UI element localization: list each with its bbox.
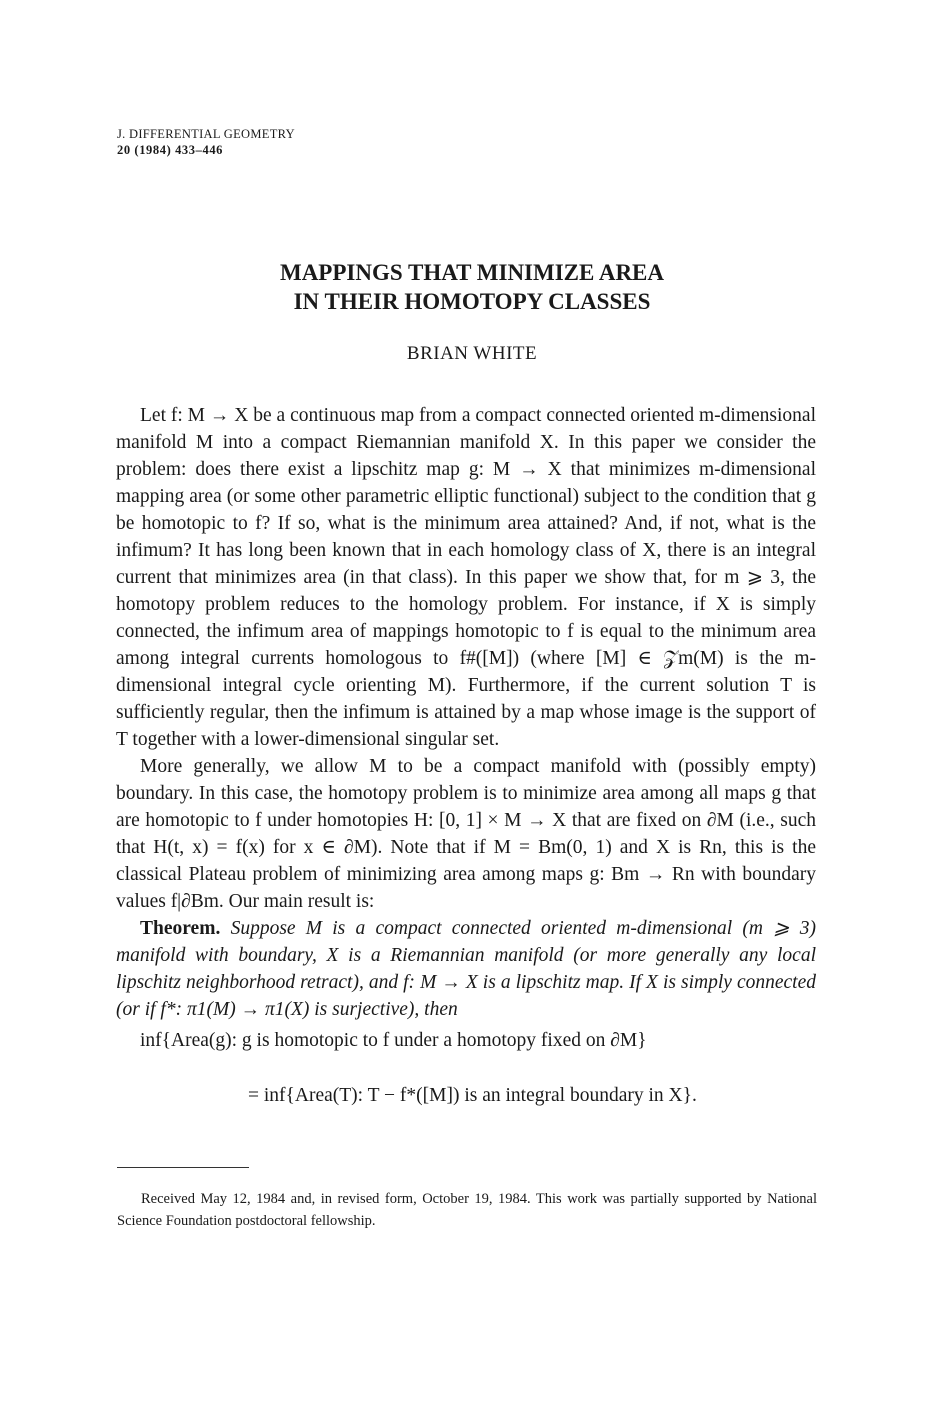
journal-name: J. DIFFERENTIAL GEOMETRY (117, 127, 295, 141)
author-name: BRIAN WHITE (406, 343, 538, 364)
formula-line-2: = inf{Area(T): T − f*([M]) is an integral boundary in X}. (248, 1085, 697, 1106)
paragraph-1: Let f: M → X be a continuous map from a compact connected oriented m-dimensional manifold M into a compact Riemannian manifold X. In this paper we consider the problem: does there exist a lipschitz map g: M → X that minimizes m-dimensional mapping area (or some other parametric elliptic functional) subject to the condition that g be homotopic to f? If so, what is the minimum area attained? And, if not, what is the infimum? It has long been known that in each homology class of X, there is an integral current that minimizes area (in that class). In this paper we show that, for m ⩾ 3, the homotopy problem reduces to the homology problem. For instance, if X is simply connected, the infimum area of mappings homotopic to f is equal to the minimum area among integral currents homologous to f#([M]) (where [M] ∈ 𝒵m(M) is the m-dimensional integral cycle orienting M). Furthermore, if the current solution T is sufficiently regular, then the infimum is attained by a map whose image is the support of T together with a lower-dimensional singular set. (116, 405, 816, 750)
theorem-statement: Suppose M is a compact connected oriented m-dimensional (m ⩾ 3) manifold with boundary, X is a Riemannian manifold (or more generally any local lipschitz neighborhood retract), and f: M → X is a lipschitz map. If X is simply connected (or if f*: π1(M) → π1(X) is surjective), then (116, 918, 816, 1020)
body-text (116, 402, 816, 1023)
paragraph-2: More generally, we allow M to be a compact manifold with (possibly empty) boundary. In this case, the homotopy problem is to minimize area among all maps g that are homotopic to f under homotopies H: [0, 1] × M → X that are fixed on ∂M (i.e., such that H(t, x) = f(x) for x ∈ ∂M). Note that if M = Bm(0, 1) and X is Rn, this is the classical Plateau problem of minimizing area among maps g: Bm → Rn with boundary values f|∂Bm. Our main result is: (116, 756, 816, 912)
journal-volume: 20 (1984) 433–446 (117, 143, 224, 157)
theorem (116, 915, 816, 1023)
title-line-1: MAPPINGS THAT MINIMIZE AREA (279, 260, 664, 285)
footnote-rule (117, 1167, 249, 1168)
paper-title (0, 258, 944, 316)
journal-header (117, 126, 295, 158)
theorem-label: Theorem. (140, 918, 231, 939)
title-line-2: IN THEIR HOMOTOPY CLASSES (293, 289, 651, 314)
formula-line-1: inf{Area(g): g is homotopic to f under a homotopy fixed on ∂M} (140, 1030, 647, 1051)
footnote: Received May 12, 1984 and, in revised form, October 19, 1984. This work was partially supported by National Science Foundation postdoctoral fellowship. (117, 1191, 817, 1229)
